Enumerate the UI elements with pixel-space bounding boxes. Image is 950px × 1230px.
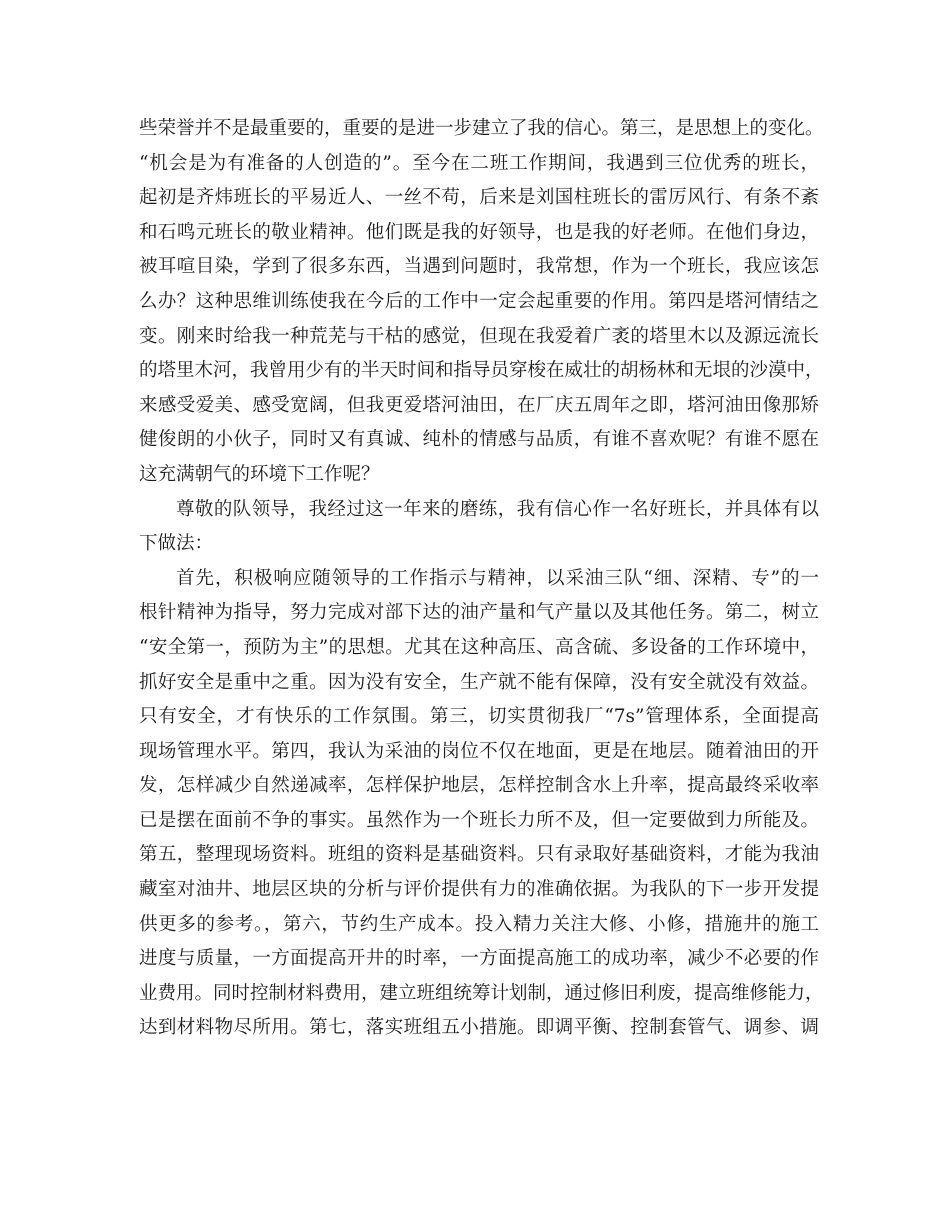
text-line: 的塔里木河，我曾用少有的半天时间和指导员穿梭在威壮的胡杨林和无垠的沙漠中， <box>139 360 824 382</box>
text-line: “机会是为有准备的人创造的”。至今在二班工作期间，我遇到三位优秀的班长， <box>139 152 819 174</box>
paragraph-first-line: 尊敬的队领导，我经过这一年来的磨练，我有信心作一名好班长，并具体有以 <box>176 498 819 520</box>
paragraph-first-line: 首先，积极响应随领导的工作指示与精神，以采油三队“细、深精、专”的一 <box>176 567 819 589</box>
text-line: 发，怎样减少自然递减率，怎样保护地层，怎样控制含水上升率，提高最终采收率 <box>139 775 819 797</box>
text-line: 被耳喧目染，学到了很多东西，当遇到问题时，我常想，作为一个班长，我应该怎 <box>139 256 819 278</box>
text-line: 起初是齐炜班长的平易近人、一丝不苟，后来是刘国柱班长的雷厉风行、有条不紊 <box>139 187 819 209</box>
text-line: 健俊朗的小伙子，同时又有真诚、纯朴的情感与品质，有谁不喜欢呢？有谁不愿在 <box>139 429 819 451</box>
text-line: 抓好安全是重中之重。因为没有安全，生产就不能有保障，没有安全就没有效益。 <box>139 671 819 693</box>
body-text <box>139 112 824 1046</box>
text-line: 只有安全，才有快乐的工作氛围。第三，切实贯彻我厂“7s”管理体系，全面提高 <box>139 706 819 728</box>
text-line: 和石鸣元班长的敬业精神。他们既是我的好领导，也是我的好老师。在他们身边， <box>139 221 819 243</box>
text-line: 下做法： <box>139 533 214 555</box>
text-line: 藏室对油井、地层区块的分析与评价提供有力的准确依据。为我队的下一步开发提 <box>139 879 819 901</box>
text-line: 根针精神为指导，努力完成对部下达的油产量和气产量以及其他任务。第二，树立 <box>139 602 819 624</box>
text-line: 第五，整理现场资料。班组的资料是基础资料。只有录取好基础资料，才能为我油 <box>139 844 819 866</box>
text-line: 现场管理水平。第四，我认为采油的岗位不仅在地面，更是在地层。随着油田的开 <box>139 740 819 762</box>
text-line: 这充满朝气的环境下工作呢？ <box>139 463 380 485</box>
text-line: 已是摆在面前不争的事实。虽然作为一个班长力所不及，但一定要做到力所能及。 <box>139 809 819 831</box>
text-line: 达到材料物尽所用。第七，落实班组五小措施。即调平衡、控制套管气、调参、调 <box>139 1017 819 1039</box>
text-line: 么办？这种思维训练使我在今后的工作中一定会起重要的作用。第四是塔河情结之 <box>139 290 819 312</box>
text-line: 进度与质量，一方面提高开井的时率，一方面提高施工的成功率，减少不必要的作 <box>139 948 819 970</box>
text-line: 供更多的参考。，第六，节约生产成本。投入精力关注大修、小修，措施井的施工 <box>139 913 819 935</box>
text-line: 来感受爱美、感受宽阔，但我更爱塔河油田，在厂庆五周年之即，塔河油田像那矫 <box>139 394 819 416</box>
text-line: 些荣誉并不是最重要的，重要的是进一步建立了我的信心。第三，是思想上的变化。 <box>139 118 824 139</box>
text-line: “安全第一，预防为主”的思想。尤其在这种高压、高含硫、多设备的工作环境中， <box>139 636 819 658</box>
text-line: 业费用。同时控制材料费用，建立班组统筹计划制，通过修旧利废，提高维修能力， <box>139 982 824 1004</box>
text-line: 变。刚来时给我一种荒芜与干枯的感觉，但现在我爱着广袤的塔里木以及源远流长 <box>139 325 819 347</box>
